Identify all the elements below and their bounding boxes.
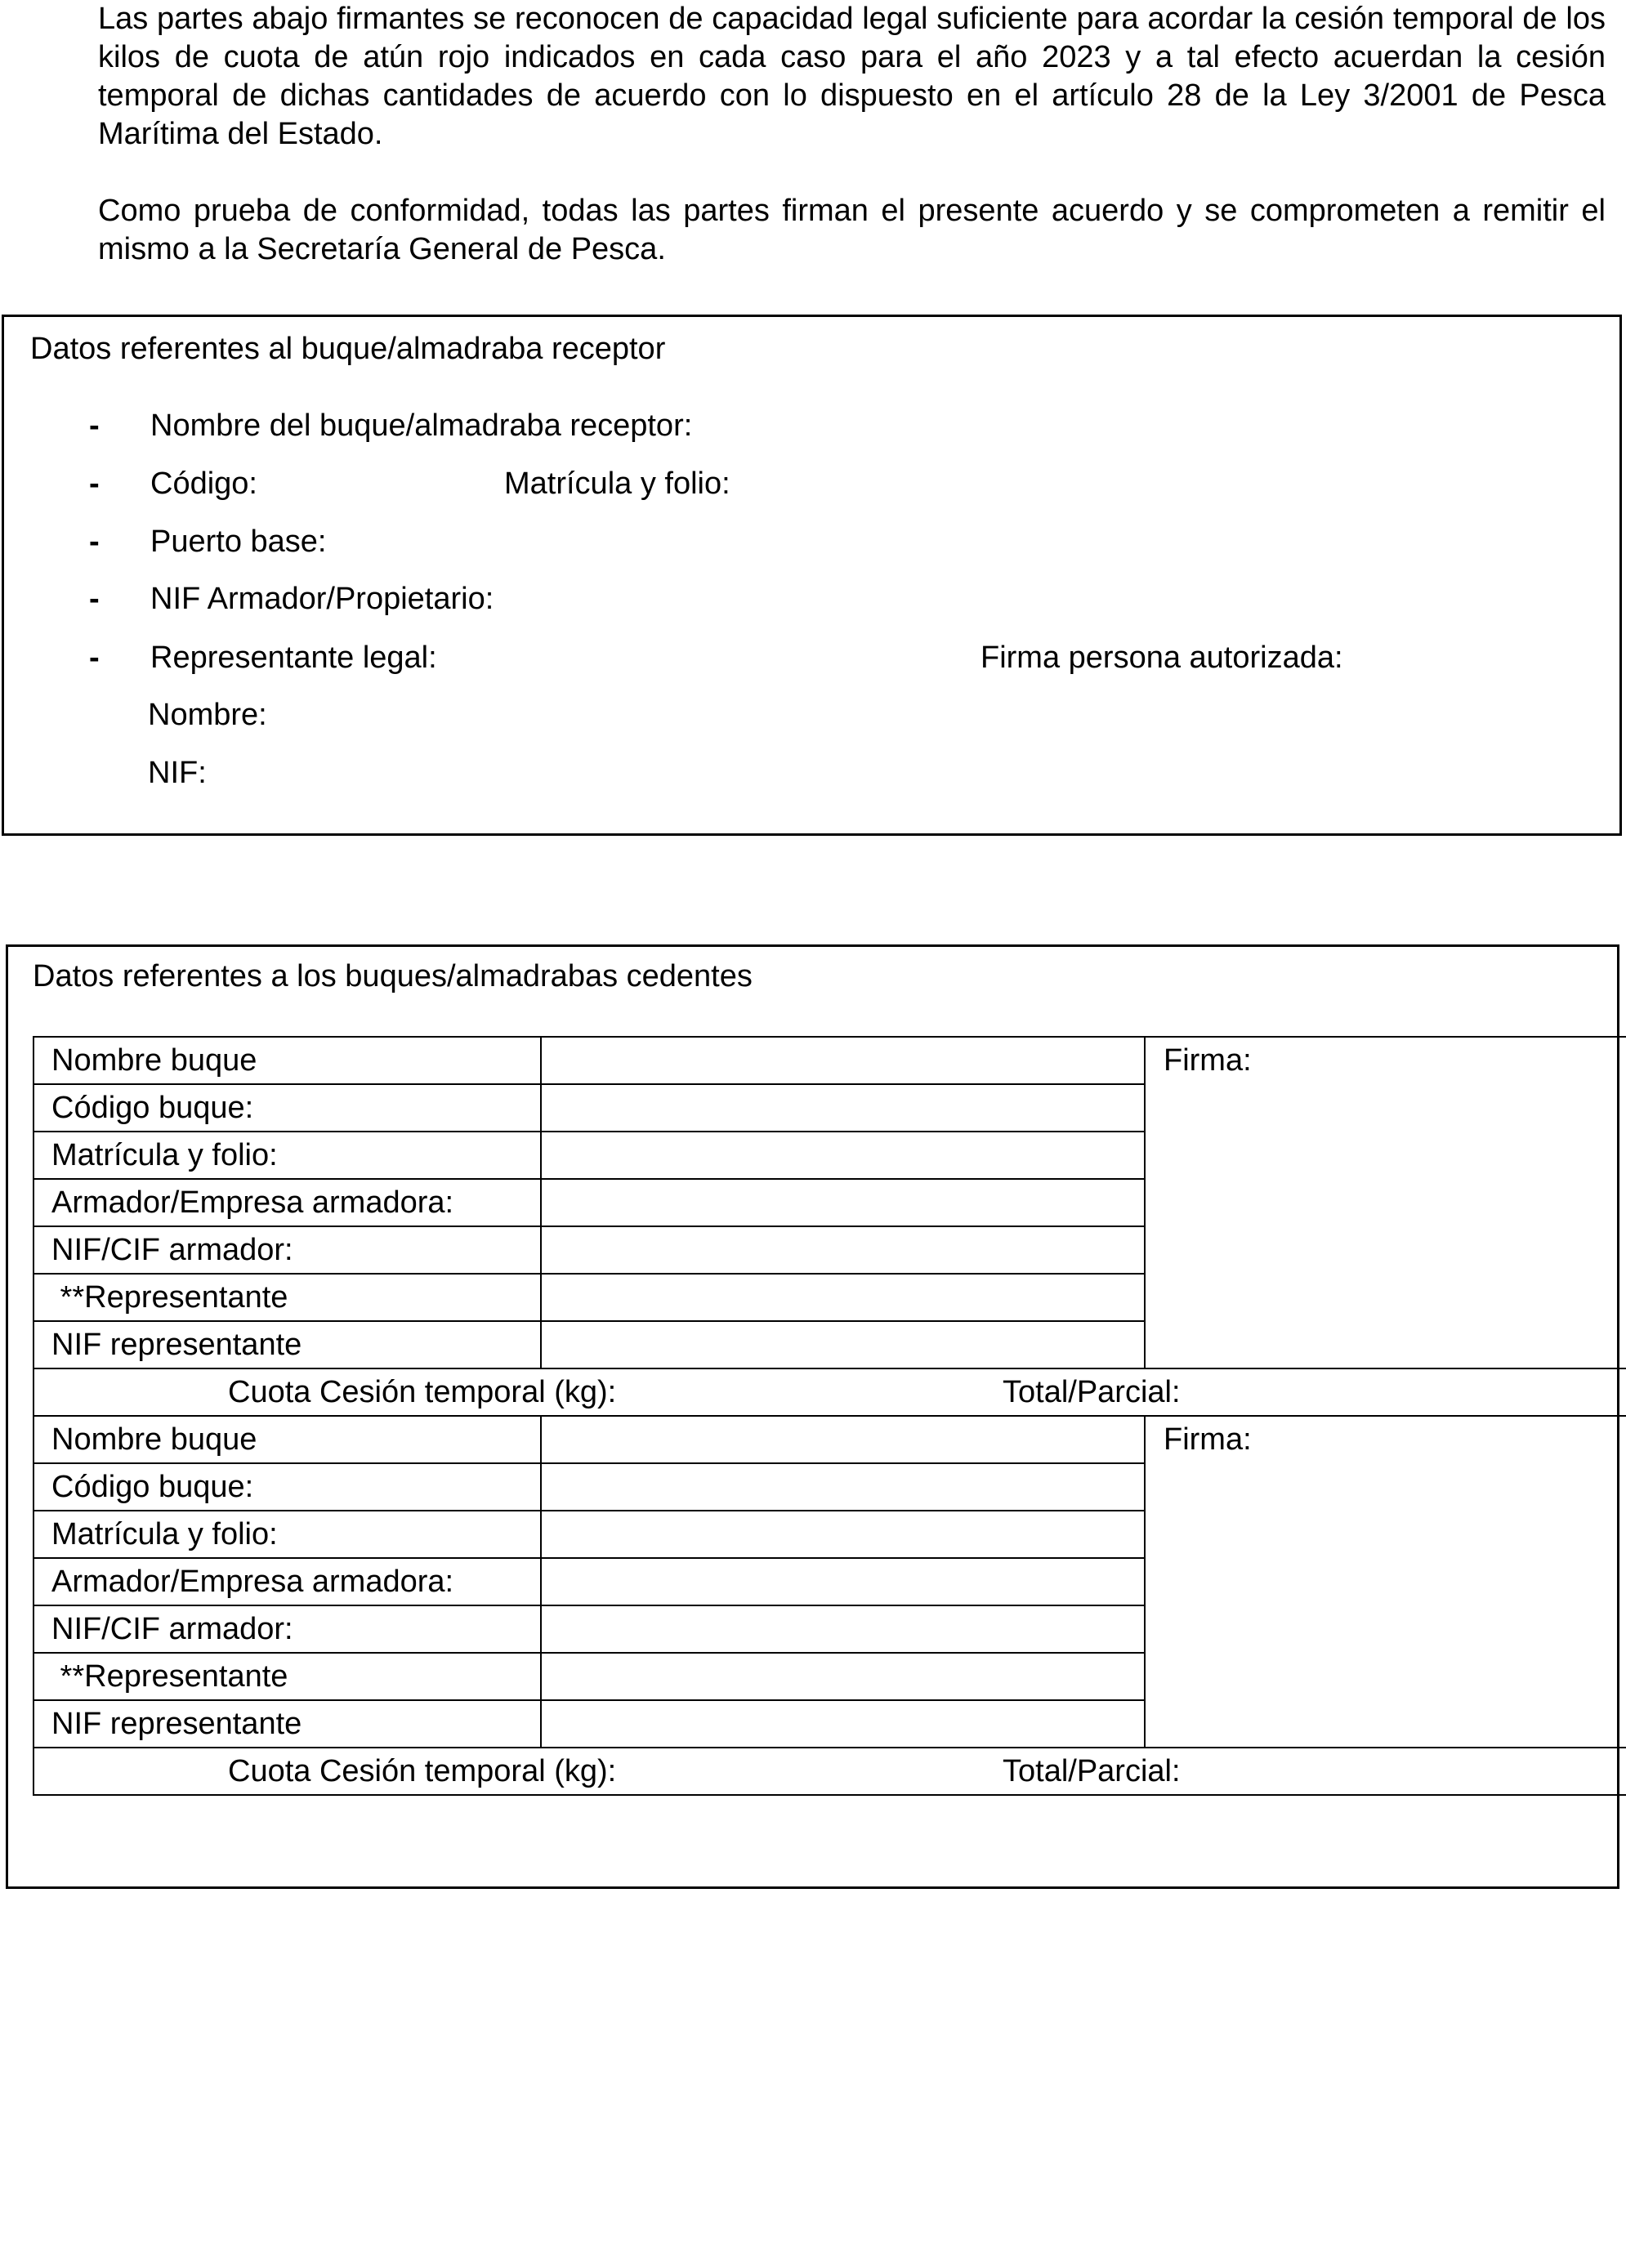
cedente-value-cell[interactable]: [541, 1605, 1145, 1653]
cedente-label: NIF/CIF armador:: [34, 1605, 541, 1653]
cedente-value-cell[interactable]: [541, 1463, 1145, 1511]
cedente-value-cell[interactable]: [541, 1084, 1145, 1132]
cedente-label: Nombre buque: [34, 1037, 541, 1084]
field-firma-autorizada: Firma persona autorizada:: [981, 641, 1343, 675]
cedente-value-cell[interactable]: [541, 1511, 1145, 1558]
cedente-label: Armador/Empresa armadora:: [34, 1179, 541, 1226]
cedente-label: Matrícula y folio:: [34, 1511, 541, 1558]
cedente-value-cell[interactable]: [541, 1653, 1145, 1700]
field-nif-armador: NIF Armador/Propietario:: [150, 582, 494, 616]
cedentes-section-title: Datos referentes a los buques/almadrabas cedentes: [33, 959, 753, 993]
cedente-label: Armador/Empresa armadora:: [34, 1558, 541, 1605]
intro-text: [98, 0, 1606, 269]
field-nombre-buque-receptor: Nombre del buque/almadraba receptor:: [150, 409, 693, 443]
cedente-label: Nombre buque: [34, 1416, 541, 1463]
cedente-value-cell[interactable]: [541, 1700, 1145, 1748]
cuota-row[interactable]: [34, 1748, 1626, 1795]
cedente-label: Matrícula y folio:: [34, 1132, 541, 1179]
cedente-firma-cell[interactable]: Firma:: [1145, 1037, 1626, 1368]
total-parcial-label: Total/Parcial:: [1003, 1375, 1181, 1409]
list-bullet: -: [89, 467, 100, 501]
cedente-value-cell[interactable]: [541, 1416, 1145, 1463]
cedente-value-cell[interactable]: [541, 1321, 1145, 1368]
field-puerto-base: Puerto base:: [150, 525, 327, 559]
intro-paragraph: Como prueba de conformidad, todas las partes firman el presente acuerdo y se comprometen a remitir el mismo a la Secretaría General de Pesca.: [98, 194, 1606, 266]
list-bullet: -: [89, 409, 100, 443]
receptor-section-title: Datos referentes al buque/almadraba receptor: [30, 332, 666, 366]
cedente-label: NIF representante: [34, 1700, 541, 1748]
cedente-value-cell[interactable]: [541, 1132, 1145, 1179]
cedente-label: **Representante: [34, 1274, 541, 1321]
field-nif: NIF:: [148, 756, 207, 790]
field-representante-legal: Representante legal:: [150, 641, 437, 675]
cuota-row[interactable]: [34, 1368, 1626, 1416]
cedente-value-cell[interactable]: [541, 1179, 1145, 1226]
intro-paragraph: Las partes abajo firmantes se reconocen de capacidad legal suficiente para acordar la cesión temporal de los kilos de cuota de atún rojo indicados en cada caso para el año 2023 y a tal efecto acuerdan la cesión temporal de dichas cantidades de acuerdo con lo dispuesto en el artículo 28 de la Ley 3/2001 de Pesca Marítima del Estado.: [98, 2, 1606, 151]
cedente-label: Código buque:: [34, 1084, 541, 1132]
cedente-label: **Representante: [34, 1653, 541, 1700]
total-parcial-label: Total/Parcial:: [1003, 1754, 1181, 1788]
cedentes-section: [6, 944, 1619, 1889]
field-codigo: Código:: [150, 467, 257, 501]
cuota-label: Cuota Cesión temporal (kg):: [228, 1754, 617, 1788]
cedente-label: NIF/CIF armador:: [34, 1226, 541, 1274]
receptor-section: [2, 315, 1622, 836]
cedente-label: NIF representante: [34, 1321, 541, 1368]
list-bullet: -: [89, 525, 100, 559]
cedente-value-cell[interactable]: [541, 1558, 1145, 1605]
cedente-firma-cell[interactable]: Firma:: [1145, 1416, 1626, 1748]
cedente-value-cell[interactable]: [541, 1226, 1145, 1274]
list-bullet: -: [89, 582, 100, 616]
cedente-label: Código buque:: [34, 1463, 541, 1511]
list-bullet: -: [89, 641, 100, 675]
field-matricula-folio: Matrícula y folio:: [504, 467, 730, 501]
cuota-label: Cuota Cesión temporal (kg):: [228, 1375, 617, 1409]
field-nombre: Nombre:: [148, 698, 267, 732]
cedente-table: [33, 1036, 1626, 1796]
cedente-value-cell[interactable]: [541, 1037, 1145, 1084]
cedente-value-cell[interactable]: [541, 1274, 1145, 1321]
